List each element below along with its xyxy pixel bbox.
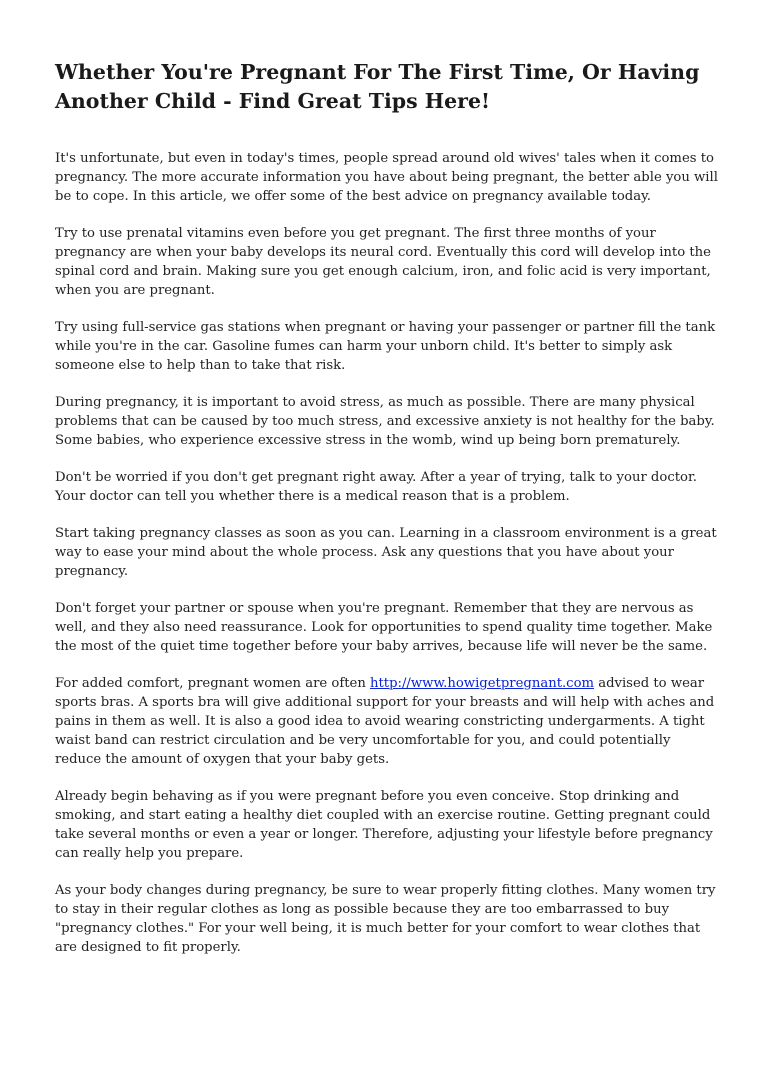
paragraph-sports-bras-lead: For added comfort, pregnant women are often: [55, 676, 371, 691]
paragraph-sports-bras: [55, 674, 719, 769]
document-page: [55, 58, 719, 975]
paragraph-see-doctor: Don't be worried if you don't get pregnant right away. After a year of trying, talk to your doctor. Your doctor can tell you whether there is a medical reason that is a problem.: [55, 470, 697, 504]
howigetpregnant-link[interactable]: http://www.howigetpregnant.com: [370, 676, 595, 691]
paragraph-clothes: As your body changes during pregnancy, be sure to wear properly fitting clothes. Many women try to stay in their regular clothes as long as possible because they are too embarrassed to buy "pregnancy clothes." For your well being, it is much better for your comfort to wear clothes that are designed to fit properly.: [55, 883, 716, 955]
document-title: Whether You're Pregnant For The First Time, Or Having Another Child - Find Great Tips Here!: [55, 60, 700, 113]
paragraph-pregnancy-classes: Start taking pregnancy classes as soon as you can. Learning in a classroom environment is a great way to ease your mind about the whole process. Ask any questions that you have about your pregnancy.: [55, 526, 717, 579]
paragraph-sports-bras-rest: advised to wear sports bras. A sports bra will give additional support for your breasts and will help with aches and pains in them as well. It is also a good idea to avoid wearing constricting undergarments. A tight waist band can restrict circulation and be very uncomfortable for you, and could potentially reduce the amount of oxygen that your baby gets.: [55, 676, 715, 767]
paragraph-avoid-stress: During pregnancy, it is important to avoid stress, as much as possible. There are many physical problems that can be caused by too much stress, and excessive anxiety is not healthy for the baby. Some babies, who experience excessive stress in the womb, wind up being born prematurely.: [55, 395, 715, 448]
paragraph-lifestyle: Already begin behaving as if you were pregnant before you even conceive. Stop drinking and smoking, and start eating a healthy diet coupled with an exercise routine. Getting pregnant could take several months or even a year or longer. Therefore, adjusting your lifestyle before pregnancy can really help you prepare.: [55, 789, 713, 861]
paragraph-intro: It's unfortunate, but even in today's times, people spread around old wives' tales when it comes to pregnancy. The more accurate information you have about being pregnant, the better able you will be to cope. In this article, we offer some of the best advice on pregnancy available today.: [55, 151, 718, 204]
paragraph-partner: Don't forget your partner or spouse when you're pregnant. Remember that they are nervous as well, and they also need reassurance. Look for opportunities to spend quality time together. Make the most of the quiet time together before your baby arrives, because life will never be the same.: [55, 601, 713, 654]
paragraph-prenatal-vitamins: Try to use prenatal vitamins even before you get pregnant. The first three months of your pregnancy are when your baby develops its neural cord. Eventually this cord will develop into the spinal cord and brain. Making sure you get enough calcium, iron, and folic acid is very important, when you are pregnant.: [55, 226, 711, 298]
paragraph-gas-stations: Try using full-service gas stations when pregnant or having your passenger or partner fill the tank while you're in the car. Gasoline fumes can harm your unborn child. It's better to simply ask someone else to help than to take that risk.: [55, 320, 716, 373]
